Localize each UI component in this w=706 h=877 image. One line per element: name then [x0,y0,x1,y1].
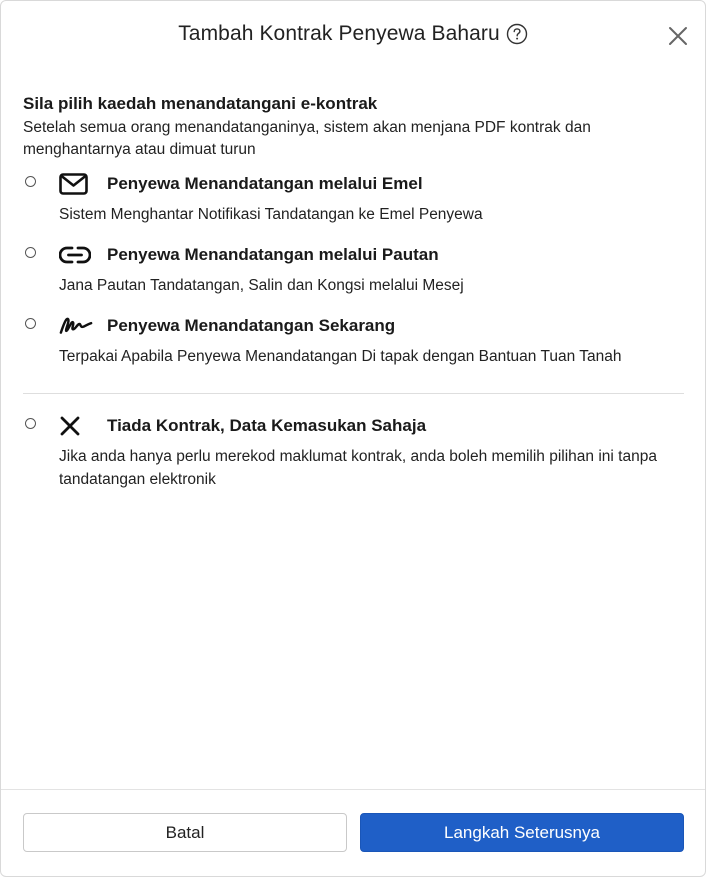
x-icon [59,413,93,439]
option-label: Penyewa Menandatangan Sekarang [107,316,396,335]
footer-divider [1,789,705,790]
option-sign-now[interactable] [23,313,685,379]
envelope-icon [59,171,93,197]
radio-sign-now[interactable] [25,318,36,329]
radio-sign-via-link[interactable] [25,247,36,258]
question-circle-icon[interactable] [506,23,528,45]
signature-icon [59,313,93,339]
link-icon [59,242,93,268]
option-sign-via-link[interactable] [23,242,685,308]
close-icon[interactable] [667,25,689,47]
dialog-header [1,1,705,69]
option-no-contract[interactable] [23,413,685,491]
dialog-title: Tambah Kontrak Penyewa Baharu [178,22,500,45]
option-label: Tiada Kontrak, Data Kemasukan Sahaja [107,416,427,435]
dialog-body [23,93,685,491]
option-label: Penyewa Menandatangan melalui Pautan [107,245,439,264]
option-description: Sistem Menghantar Notifikasi Tandatangan ke Emel Penyewa [59,206,483,223]
option-description: Jika anda hanya perlu merekod maklumat kontrak, anda boleh memilih pilihan ini tanpa tandatangan elektronik [59,448,657,488]
option-description: Jana Pautan Tandatangan, Salin dan Kongsi melalui Mesej [59,277,464,294]
title-group [178,22,528,46]
radio-sign-via-email[interactable] [25,176,36,187]
intro-title: Sila pilih kaedah menandatangani e-kontrak [23,94,378,113]
option-header [59,242,685,268]
option-header [59,413,685,439]
cancel-button[interactable]: Batal [23,813,347,852]
intro-description: Setelah semua orang menandatanganinya, sistem akan menjana PDF kontrak dan menghantarnya atau dimuat turun [23,119,591,158]
signing-method-options [23,171,685,491]
next-step-button[interactable]: Langkah Seterusnya [360,813,684,852]
options-divider [23,393,684,394]
option-header [59,313,685,339]
option-sign-via-email[interactable] [23,171,685,237]
option-header [59,171,685,197]
option-description: Terpakai Apabila Penyewa Menandatangan Di tapak dengan Bantuan Tuan Tanah [59,348,622,365]
radio-no-contract[interactable] [25,418,36,429]
option-label: Penyewa Menandatangan melalui Emel [107,174,423,193]
